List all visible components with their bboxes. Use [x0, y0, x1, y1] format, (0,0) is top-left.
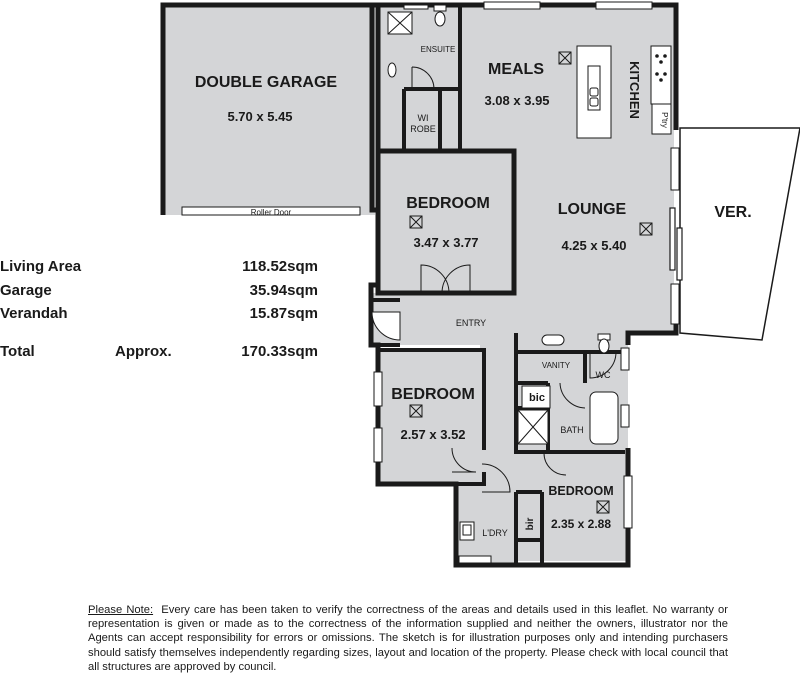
area-total-value: 170.33sqm [241, 342, 318, 360]
ensuite-basin [388, 63, 396, 77]
area-garage-label: Garage [0, 281, 52, 299]
bedroom3-dims: 2.35 x 2.88 [550, 517, 612, 531]
area-row-verandah [0, 305, 330, 329]
area-row-living [0, 258, 330, 282]
area-total-qualifier: Approx. [115, 342, 172, 360]
pantry-label: P'try [660, 112, 669, 128]
verandah-label: VER. [714, 204, 752, 221]
vanity-label: VANITY [541, 361, 571, 370]
area-verandah-label: Verandah [0, 305, 68, 322]
shower [518, 410, 548, 444]
kitchen-label: KITCHEN [627, 61, 642, 119]
meals-dims: 3.08 x 3.95 [484, 93, 550, 108]
disclaimer-text: Every care has been taken to verify the correctness of the areas and details used in this leaflet. No warranty or representation is given or made as to the correctness of the information supplied and neither the owners, illustrator nor the Agents can accept responsibility for errors or omissions. The sketch is for illustration purposes only and intending purchasers should satisfy themselves independently regarding sizes, layout and location of the property. Please check with local council that all structures are approved by council. [88, 604, 729, 673]
bedroom1-dims: 3.47 x 3.77 [413, 235, 479, 250]
laundry-label: L'DRY [482, 528, 508, 538]
disclaimer-note [88, 603, 728, 674]
bic-label: bic [529, 392, 545, 404]
bedroom3-fill [516, 453, 628, 561]
area-row-total [0, 343, 330, 367]
bath-label: BATH [560, 425, 584, 435]
area-summary [0, 258, 330, 366]
disclaimer-heading: Please Note: [88, 604, 154, 616]
bedroom1-name: BEDROOM [406, 195, 490, 212]
entry-label: ENTRY [455, 318, 487, 328]
bath-tub [590, 392, 618, 444]
lounge-name: LOUNGE [557, 201, 627, 218]
bedroom3-name: BEDROOM [548, 484, 614, 498]
ensuite-label: ENSUITE [420, 45, 456, 54]
garage-dims: 5.70 x 5.45 [227, 109, 293, 124]
wc-label: WC [595, 370, 611, 380]
area-verandah-value: 15.87sqm [249, 305, 318, 322]
lounge-dims: 4.25 x 5.40 [561, 238, 627, 253]
area-garage-value: 35.94sqm [249, 281, 318, 299]
verandah-outline [680, 128, 800, 340]
roller-door [182, 207, 360, 217]
bedroom2-dims: 2.57 x 3.52 [400, 427, 466, 442]
vanity-basin [542, 335, 564, 345]
bedroom2-fill [380, 350, 480, 482]
area-living-label: Living Area [0, 258, 82, 275]
cooktop [651, 46, 671, 104]
garage-name: DOUBLE GARAGE [194, 74, 338, 91]
ensuite-toilet [434, 5, 446, 11]
wi-robe-line1: WI [417, 113, 429, 123]
area-total-label: Total [0, 342, 35, 360]
bedroom2-name: BEDROOM [391, 386, 475, 403]
roller-door-label: Roller Door [250, 208, 292, 217]
area-living-value: 118.52sqm [242, 258, 318, 275]
bedroom1-fill [380, 151, 514, 293]
ensuite-shower [388, 12, 412, 34]
area-row-garage [0, 282, 330, 306]
meals-name: MEALS [488, 61, 544, 78]
wi-robe-line2: ROBE [410, 124, 436, 134]
bir-label: bir [525, 517, 536, 531]
